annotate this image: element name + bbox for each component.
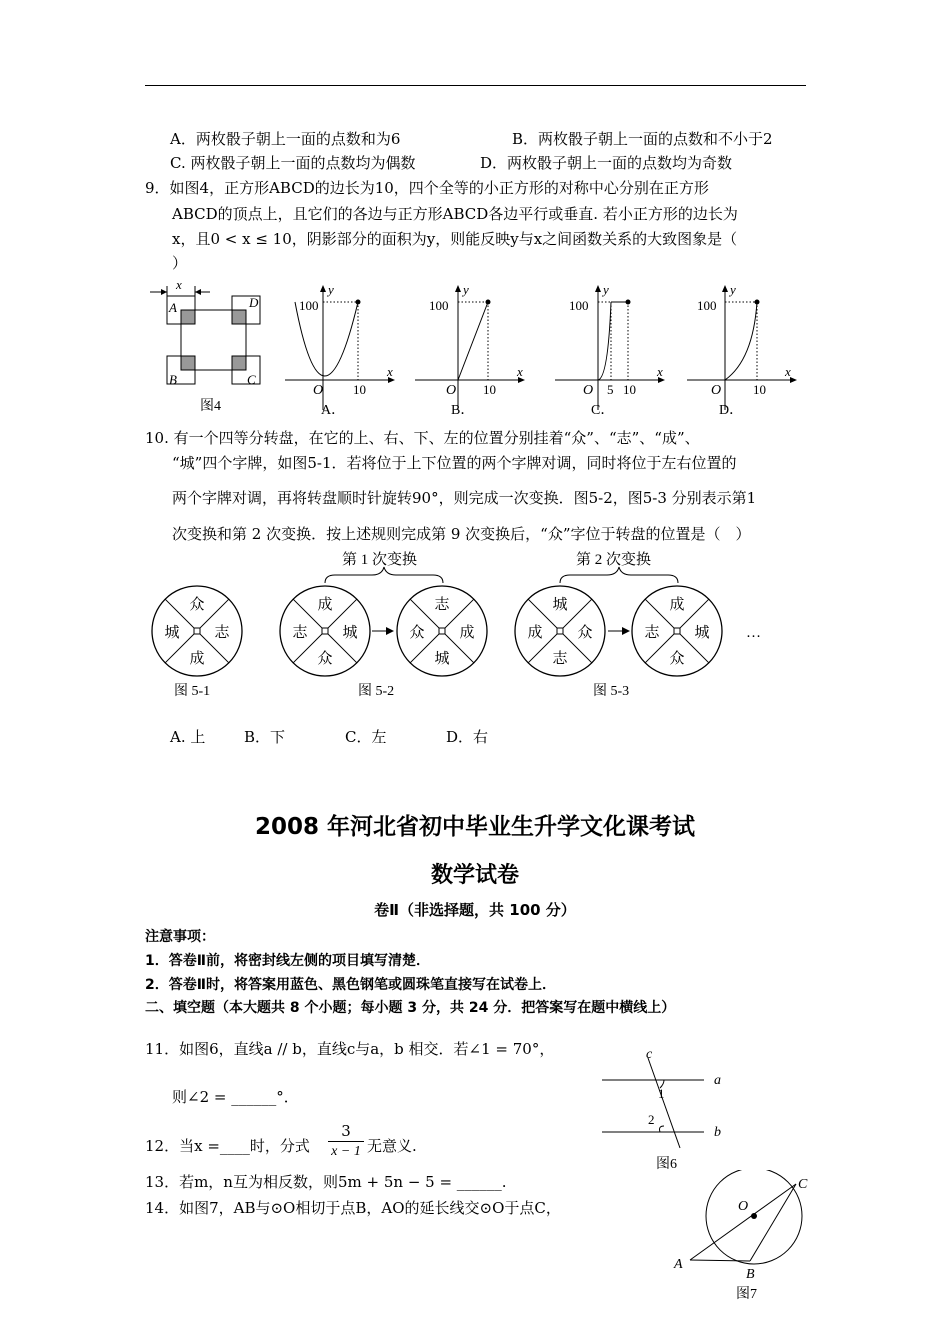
q10-line4: 次变换和第 2 次变换．按上述规则完成第 9 次变换后，“众”字位于转盘的位置是（ ） [172, 525, 751, 543]
figure-4 [145, 272, 280, 422]
wheel-char-top: 众 [189, 597, 205, 613]
q9-line4: ） [172, 254, 188, 272]
fig6-angle-1: 1 [658, 1086, 665, 1101]
wheel-char-left: 城 [164, 625, 180, 641]
q10-option-c: C．左 [345, 728, 387, 746]
wheel-char-left: 志 [644, 625, 660, 641]
q13-text: 13．若m，n互为相反数，则5m + 5n − 5 = ______. [145, 1173, 507, 1191]
wheel-hub [674, 628, 680, 634]
graph-c-ten: 10 [623, 382, 636, 397]
q12-suffix: 无意义. [367, 1137, 417, 1155]
q12-denominator: x − 1 [331, 1144, 361, 1159]
wheel-char-top: 成 [669, 597, 685, 613]
wheel-char-left: 志 [292, 625, 308, 641]
part-2-heading: 二、填空题（本大题共 8 个小题；每小题 3 分，共 24 分．把答案写在题中横线上） [145, 1000, 676, 1016]
caption-5-1: 图 5-1 [174, 684, 211, 699]
graph-c-y100: 100 [569, 298, 589, 313]
wheel-char-bottom: 志 [552, 651, 568, 667]
graph-c-x-label: x [657, 364, 663, 379]
caption-5-2: 图 5-2 [358, 684, 395, 699]
fig4-x-label: x [176, 277, 182, 292]
turntable-wheel [152, 586, 242, 676]
graph-b-x-label: x [517, 364, 523, 379]
fig6-caption: 图6 [656, 1157, 677, 1172]
graph-d-y-label: y [730, 282, 736, 297]
section-heading: 卷Ⅱ（非选择题，共 100 分） [374, 901, 576, 919]
wheel-char-top: 成 [317, 597, 333, 613]
graph-a-caption: A． [321, 403, 346, 418]
q8-option-d: D．两枚骰子朝上一面的点数均为奇数 [480, 154, 733, 172]
graph-a-x-label: x [387, 364, 393, 379]
q8-option-c: C. 两枚骰子朝上一面的点数均为偶数 [170, 154, 416, 172]
note-1: 1．答卷Ⅱ前，将密封线左侧的项目填写清楚． [145, 953, 430, 969]
wheel-char-right: 城 [694, 625, 710, 641]
graph-a-origin: O [313, 383, 324, 398]
fig6-label-c: c [646, 1047, 653, 1062]
wheel-char-right: 成 [459, 625, 475, 641]
q11-line1: 11．如图6，直线a // b，直线c与a，b 相交．若∠1 = 70°， [145, 1040, 555, 1058]
notes-heading: 注意事项： [145, 929, 215, 945]
q12-numerator: 3 [341, 1122, 351, 1140]
figure-7 [668, 1170, 818, 1340]
fig4-label-b: B [169, 372, 177, 387]
turntable-wheel [397, 586, 487, 676]
exam-subtitle: 数学试卷 [430, 863, 519, 888]
fig7-label-c: C [798, 1177, 808, 1192]
exam-title: 2008 年河北省初中毕业生升学文化课考试 [254, 814, 696, 840]
q12-fraction [328, 1121, 364, 1162]
wheel-char-bottom: 成 [189, 651, 205, 667]
fig6-angle-2: 2 [648, 1112, 655, 1127]
fig4-caption: 图4 [200, 399, 221, 414]
wheels-ellipsis: … [746, 625, 761, 641]
wheel-hub [557, 628, 563, 634]
wheel-hub [322, 628, 328, 634]
wheel-char-top: 城 [552, 597, 568, 613]
q11-line2: 则∠2 = ______°． [172, 1088, 299, 1106]
q10-option-d: D．右 [446, 728, 489, 746]
fig4-label-c: C [247, 372, 256, 387]
graph-c-y-label: y [603, 282, 609, 297]
graph-b-y100: 100 [429, 298, 449, 313]
graph-option-d [685, 280, 805, 420]
top-rule [145, 85, 806, 86]
graph-a-y-label: y [328, 282, 334, 297]
wheel-char-right: 城 [342, 625, 358, 641]
graph-c-caption: C． [591, 403, 615, 418]
graph-a-ten: 10 [353, 382, 366, 397]
graph-b-y-label: y [463, 282, 469, 297]
figure-6 [598, 1044, 748, 1176]
graph-b-caption: B． [451, 403, 475, 418]
q9-line2: ABCD的顶点上，且它们的各边与正方形ABCD各边平行或垂直. 若小正方形的边长为 [172, 205, 738, 223]
graph-a-y100: 100 [299, 298, 319, 313]
wheel-char-top: 志 [434, 597, 450, 613]
wheel-char-right: 众 [577, 625, 593, 641]
wheel-char-left: 众 [409, 625, 425, 641]
wheel-hub [439, 628, 445, 634]
wheel-hub [194, 628, 200, 634]
graph-d-origin: O [711, 383, 722, 398]
graph-d-y100: 100 [697, 298, 717, 313]
graph-c-five: 5 [607, 382, 614, 397]
graph-option-c [553, 280, 673, 420]
wheel-char-bottom: 众 [317, 651, 333, 667]
brace-label-1: 第 1 次变换 [342, 552, 418, 568]
fig4-label-a: A [169, 300, 177, 315]
fig6-label-b: b [714, 1125, 721, 1140]
fig7-label-o: O [738, 1199, 749, 1214]
q10-line1: 10. 有一个四等分转盘，在它的上、右、下、左的位置分别挂着“众”、“志”、“成”、 [145, 429, 700, 447]
q8-option-b: B．两枚骰子朝上一面的点数和不小于2 [512, 130, 773, 148]
graph-b-origin: O [446, 383, 457, 398]
q10-line3: 两个字牌对调，再将转盘顺时针旋转90°，则完成一次变换．图5-2，图5-3 分别表示第1 [172, 489, 757, 507]
graph-d-ten: 10 [753, 382, 766, 397]
graph-b-ten: 10 [483, 382, 496, 397]
fig7-label-a: A [674, 1257, 683, 1272]
wheel-char-bottom: 众 [669, 651, 685, 667]
q10-option-a: A. 上 [170, 728, 206, 746]
fig7-caption: 图7 [736, 1287, 757, 1302]
fig6-label-a: a [714, 1073, 721, 1088]
note-2: 2．答卷Ⅱ时，将答案用蓝色、黑色钢笔或圆珠笔直接写在试卷上． [145, 977, 556, 993]
brace-label-2: 第 2 次变换 [576, 552, 652, 568]
q9-line3: x，且0 < x ≤ 10，阴影部分的面积为y，则能反映y与x之间函数关系的大致图象是（ [172, 230, 738, 248]
caption-5-3: 图 5-3 [593, 684, 630, 699]
q8-option-a: A．两枚骰子朝上一面的点数和为6 [170, 130, 401, 148]
graph-option-b [413, 280, 533, 420]
wheel-char-right: 志 [214, 625, 230, 641]
q9-line1: 9．如图4，正方形ABCD的边长为10，四个全等的小正方形的对称中心分别在正方形 [145, 179, 709, 197]
graph-d-caption: D． [719, 403, 744, 418]
fig7-label-b: B [746, 1267, 755, 1282]
fig4-label-d: D [249, 295, 259, 310]
turntable-wheel [280, 586, 370, 676]
q12-prefix: 12．当x =____时，分式 [145, 1137, 310, 1155]
q10-line2: “城”四个字牌，如图5-1．若将位于上下位置的两个字牌对调，同时将位于左右位置的 [172, 454, 737, 472]
turntable-wheel [632, 586, 722, 676]
graph-d-x-label: x [785, 364, 791, 379]
q14-text: 14．如图7，AB与⊙O相切于点B，AO的延长线交⊙O于点C， [145, 1199, 561, 1217]
wheel-char-bottom: 城 [434, 651, 450, 667]
graph-c-origin: O [583, 383, 594, 398]
figure-5-wheels [140, 545, 800, 705]
graph-option-a [283, 280, 403, 420]
wheel-char-left: 成 [527, 625, 543, 641]
q10-option-b: B．下 [244, 728, 286, 746]
turntable-wheel [515, 586, 605, 676]
